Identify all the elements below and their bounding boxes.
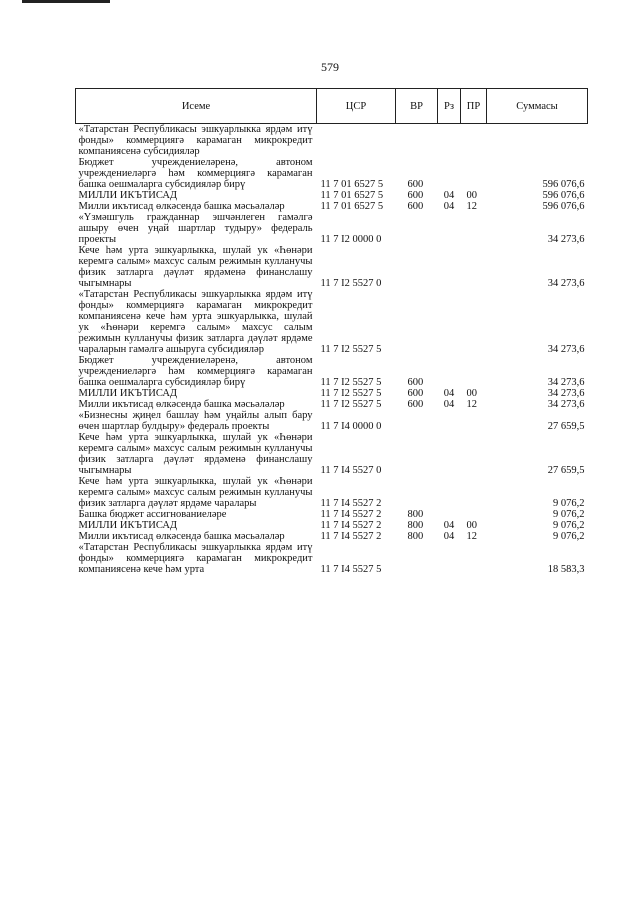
cell-name: МИЛЛИ ИКЪТИСАД (78, 520, 178, 531)
cell-name: Кече һәм урта эшкуарлыкка, шулай ук «Һөнәри керемгә салым» махсус салым режимын кулланучы физик затларга дәүләт ярдәме чаралары (78, 476, 313, 509)
cell-rz (438, 212, 461, 245)
table-row (76, 542, 588, 575)
cell-name: Бюджет учреждениеләренә, автоном учреждениеләргә һәм коммерциягә карамаган башка оешмаларга субсидияләр бирү (78, 157, 313, 190)
cell-rz: 04 (443, 520, 455, 531)
cell-sum: 9 076,2 (553, 498, 585, 509)
cell-name: «Үзмәшгуль гражданнар эшчәнлеген гамәлгә ашыру өчен уңай шартлар тудыру» федераль проекты (78, 212, 313, 245)
cell-name: Кече һәм урта эшкуарлыкка, шулай ук «Һөнәри керемгә салым» махсус салым режимын кулланучы физик затларга дәүләт ярдәменә финанслашу чыгымнары (78, 432, 313, 476)
table-row (76, 124, 588, 158)
cell-name: «Татарстан Республикасы эшкуарлыкка ярдәм итү фонды» коммерциягә карамаган микрокредит компаниясенә кече һәм урта (78, 542, 313, 575)
cell-csr: 11 7 I2 5527 5 (320, 377, 382, 388)
table-row (76, 201, 588, 212)
cell-vr (396, 542, 438, 575)
cell-csr: 11 7 I4 5527 2 (320, 520, 382, 531)
cell-csr: 11 7 I4 5527 2 (320, 509, 382, 520)
cell-vr (396, 432, 438, 476)
cell-sum: 34 273,6 (547, 344, 585, 355)
table-row (76, 355, 588, 388)
cell-sum: 34 273,6 (547, 234, 585, 245)
cell-csr: 11 7 I4 0000 0 (320, 421, 382, 432)
cell-vr: 800 (407, 531, 424, 542)
cell-pr: 00 (466, 190, 477, 201)
cell-rz (438, 542, 461, 575)
cell-name: «Бизнесны җиңел башлау һәм уңайлы алып бару өчен шартлар булдыру» федераль проекты (78, 410, 313, 432)
cell-pr (461, 245, 487, 289)
cell-rz (438, 476, 461, 509)
cell-sum: 9 076,2 (553, 520, 585, 531)
page-number: 579 (321, 60, 339, 74)
cell-rz (438, 509, 461, 520)
table-header-row (76, 89, 588, 124)
header-csr: ЦСР (317, 89, 396, 124)
header-sum: Суммасы (487, 89, 588, 124)
budget-table (75, 88, 588, 575)
cell-rz (438, 157, 461, 190)
cell-name: Милли икътисад өлкәсендә башка мәсьәләләр (78, 399, 285, 410)
cell-vr: 600 (407, 179, 424, 190)
table-row (76, 399, 588, 410)
cell-pr: 12 (466, 399, 477, 410)
cell-vr (396, 212, 438, 245)
table-row (76, 212, 588, 245)
cell-csr: 11 7 01 6527 5 (320, 190, 384, 201)
cell-csr: 11 7 I2 5527 5 (320, 388, 382, 399)
header-pr: ПР (461, 89, 487, 124)
cell-pr (461, 476, 487, 509)
cell-vr: 600 (407, 190, 424, 201)
cell-vr: 600 (407, 201, 424, 212)
cell-vr (396, 289, 438, 355)
header-name: Исеме (76, 89, 317, 124)
cell-pr (461, 157, 487, 190)
cell-name: Башка бюджет ассигнованиеләре (78, 509, 227, 520)
cell-name: Милли икътисад өлкәсендә башка мәсьәләләр (78, 531, 285, 542)
cell-vr (396, 124, 438, 158)
cell-pr: 12 (466, 531, 477, 542)
cell-rz (438, 245, 461, 289)
cell-pr (461, 355, 487, 388)
cell-csr: 11 7 I4 5527 0 (320, 465, 382, 476)
cell-rz: 04 (443, 388, 455, 399)
cell-csr: 11 7 I2 0000 0 (320, 234, 382, 245)
cell-name: «Татарстан Республикасы эшкуарлыкка ярдәм итү фонды» коммерциягә карамаган микрокредит компаниясенә субсидияләр (78, 124, 313, 157)
cell-name: Кече һәм урта эшкуарлыкка, шулай ук «Һөнәри керемгә салым» махсус салым режимын кулланучы физик затларга дәүләт ярдәменә финанслашу чыгымнары (78, 245, 313, 289)
cell-vr: 600 (407, 388, 424, 399)
cell-vr (396, 476, 438, 509)
cell-rz (438, 355, 461, 388)
cell-pr (461, 542, 487, 575)
cell-sum: 27 659,5 (547, 465, 585, 476)
header-vr: ВР (396, 89, 438, 124)
cell-csr: 11 7 01 6527 5 (320, 179, 384, 190)
table-row (76, 509, 588, 520)
header-rz: Рз (438, 89, 461, 124)
cell-csr: 11 7 I4 5527 2 (320, 531, 382, 542)
cell-pr (461, 289, 487, 355)
cell-name: «Татарстан Республикасы эшкуарлыкка ярдәм итү фонды» коммерциягә карамаган микрокредит компаниясенә кече һәм урта эшкуарлыкка, шулай ук «Һөнәри керемгә салым» махсус салым режимын кулланучы физик затларга дәүләт ярдәме чараларын гамәлгә ашыруга субсидияләр (78, 289, 313, 355)
cell-sum: 596 076,6 (542, 201, 585, 212)
cell-csr: 11 7 I4 5527 5 (320, 564, 382, 575)
cell-sum: 9 076,2 (553, 509, 585, 520)
cell-vr: 800 (407, 520, 424, 531)
table-row (76, 476, 588, 509)
cell-vr (396, 245, 438, 289)
cell-name: Милли икътисад өлкәсендә башка мәсьәләләр (78, 201, 285, 212)
cell-rz: 04 (443, 201, 455, 212)
cell-sum: 596 076,6 (542, 190, 585, 201)
table-row (76, 157, 588, 190)
table-row (76, 289, 588, 355)
cell-pr (461, 432, 487, 476)
table-row (76, 388, 588, 399)
cell-sum: 27 659,5 (547, 421, 585, 432)
cell-name: Бюджет учреждениеләренә, автоном учреждениеләргә һәм коммерциягә карамаган башка оешмаларга субсидияләр бирү (78, 355, 313, 388)
cell-rz: 04 (443, 399, 455, 410)
cell-pr (461, 212, 487, 245)
table-row (76, 410, 588, 432)
table-row (76, 520, 588, 531)
cell-sum: 9 076,2 (553, 531, 585, 542)
cell-sum: 34 273,6 (547, 388, 585, 399)
cell-rz (438, 124, 461, 158)
cell-csr: 11 7 I4 5527 2 (320, 498, 382, 509)
cell-sum (487, 124, 588, 158)
table-row (76, 531, 588, 542)
cell-rz: 04 (443, 190, 455, 201)
cell-vr: 600 (407, 399, 424, 410)
cell-pr: 00 (466, 520, 477, 531)
table-row (76, 245, 588, 289)
cell-pr (461, 124, 487, 158)
cell-pr: 00 (466, 388, 477, 399)
cell-sum: 34 273,6 (547, 399, 585, 410)
cell-vr: 600 (407, 377, 424, 388)
cell-vr: 800 (407, 509, 424, 520)
cell-rz (438, 432, 461, 476)
cell-vr (396, 410, 438, 432)
cell-rz (438, 289, 461, 355)
cell-sum: 34 273,6 (547, 377, 585, 388)
cell-sum: 596 076,6 (542, 179, 585, 190)
cell-csr (317, 124, 396, 158)
cell-rz (438, 410, 461, 432)
cell-csr: 11 7 I2 5527 0 (320, 278, 382, 289)
cell-csr: 11 7 I2 5527 5 (320, 399, 382, 410)
cell-pr (461, 410, 487, 432)
cell-pr (461, 509, 487, 520)
cell-csr: 11 7 01 6527 5 (320, 201, 384, 212)
table-row (76, 190, 588, 201)
table-row (76, 432, 588, 476)
cell-name: МИЛЛИ ИКЪТИСАД (78, 388, 178, 399)
cell-sum: 34 273,6 (547, 278, 585, 289)
cell-rz: 04 (443, 531, 455, 542)
cell-csr: 11 7 I2 5527 5 (320, 344, 382, 355)
cell-sum: 18 583,3 (547, 564, 585, 575)
top-edge-mark (22, 0, 110, 3)
cell-pr: 12 (466, 201, 477, 212)
cell-name: МИЛЛИ ИКЪТИСАД (78, 190, 178, 201)
